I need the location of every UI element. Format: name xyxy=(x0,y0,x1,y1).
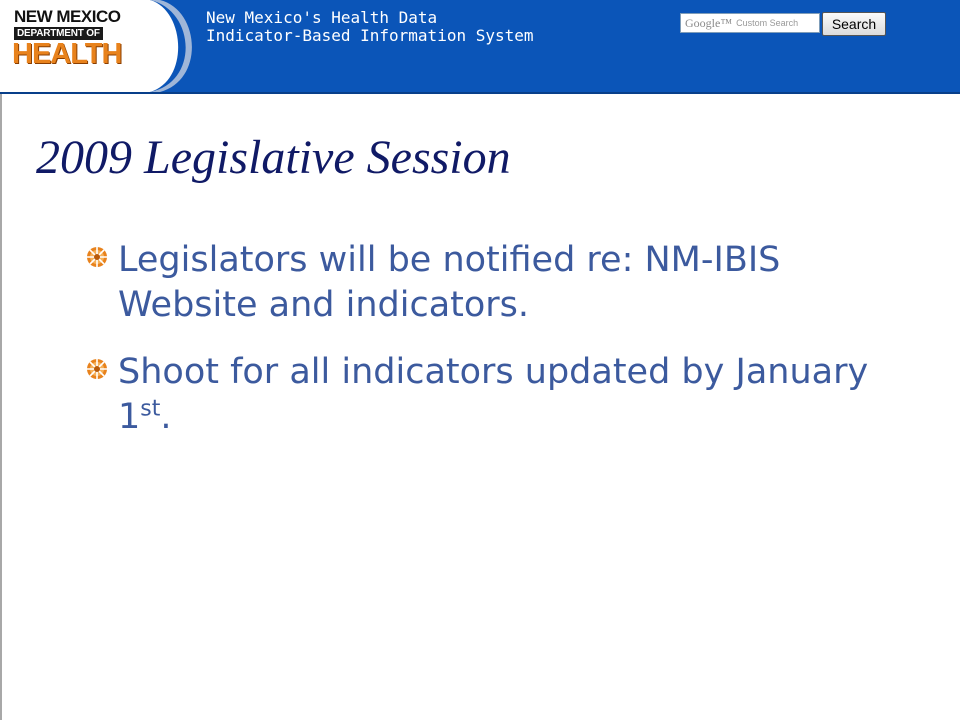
site-title-line1: New Mexico's Health Data xyxy=(206,8,438,27)
nm-health-logo[interactable] xyxy=(0,0,200,92)
gear-bullet-icon xyxy=(86,246,108,268)
slide-title: 2009 Legislative Session xyxy=(36,131,511,184)
site-title-line2: Indicator-Based Information System xyxy=(206,26,534,45)
gear-bullet-icon xyxy=(86,358,108,380)
google-brand-label: Google™ xyxy=(685,15,733,30)
logo-text-department: DEPARTMENT OF xyxy=(14,27,103,40)
bullet-text-end: . xyxy=(160,397,172,437)
search-button[interactable]: Search xyxy=(822,12,886,36)
bullet-text xyxy=(118,350,898,440)
logo-text-new-mexico: NEW MEXICO xyxy=(14,7,121,26)
site-title xyxy=(206,9,534,45)
logo-text-health: HEALTH xyxy=(12,38,122,70)
search-placeholder: Custom Search xyxy=(736,18,799,28)
bullet-text: Legislators will be notified re: NM-IBIS Website and indicators. xyxy=(118,240,781,325)
bullet-text-main: Shoot for all indicators updated by January 1 xyxy=(118,352,869,437)
bullet-text-superscript: st xyxy=(140,396,161,422)
search-input[interactable] xyxy=(680,13,820,33)
slide-left-border xyxy=(0,0,2,720)
site-header xyxy=(0,0,960,94)
